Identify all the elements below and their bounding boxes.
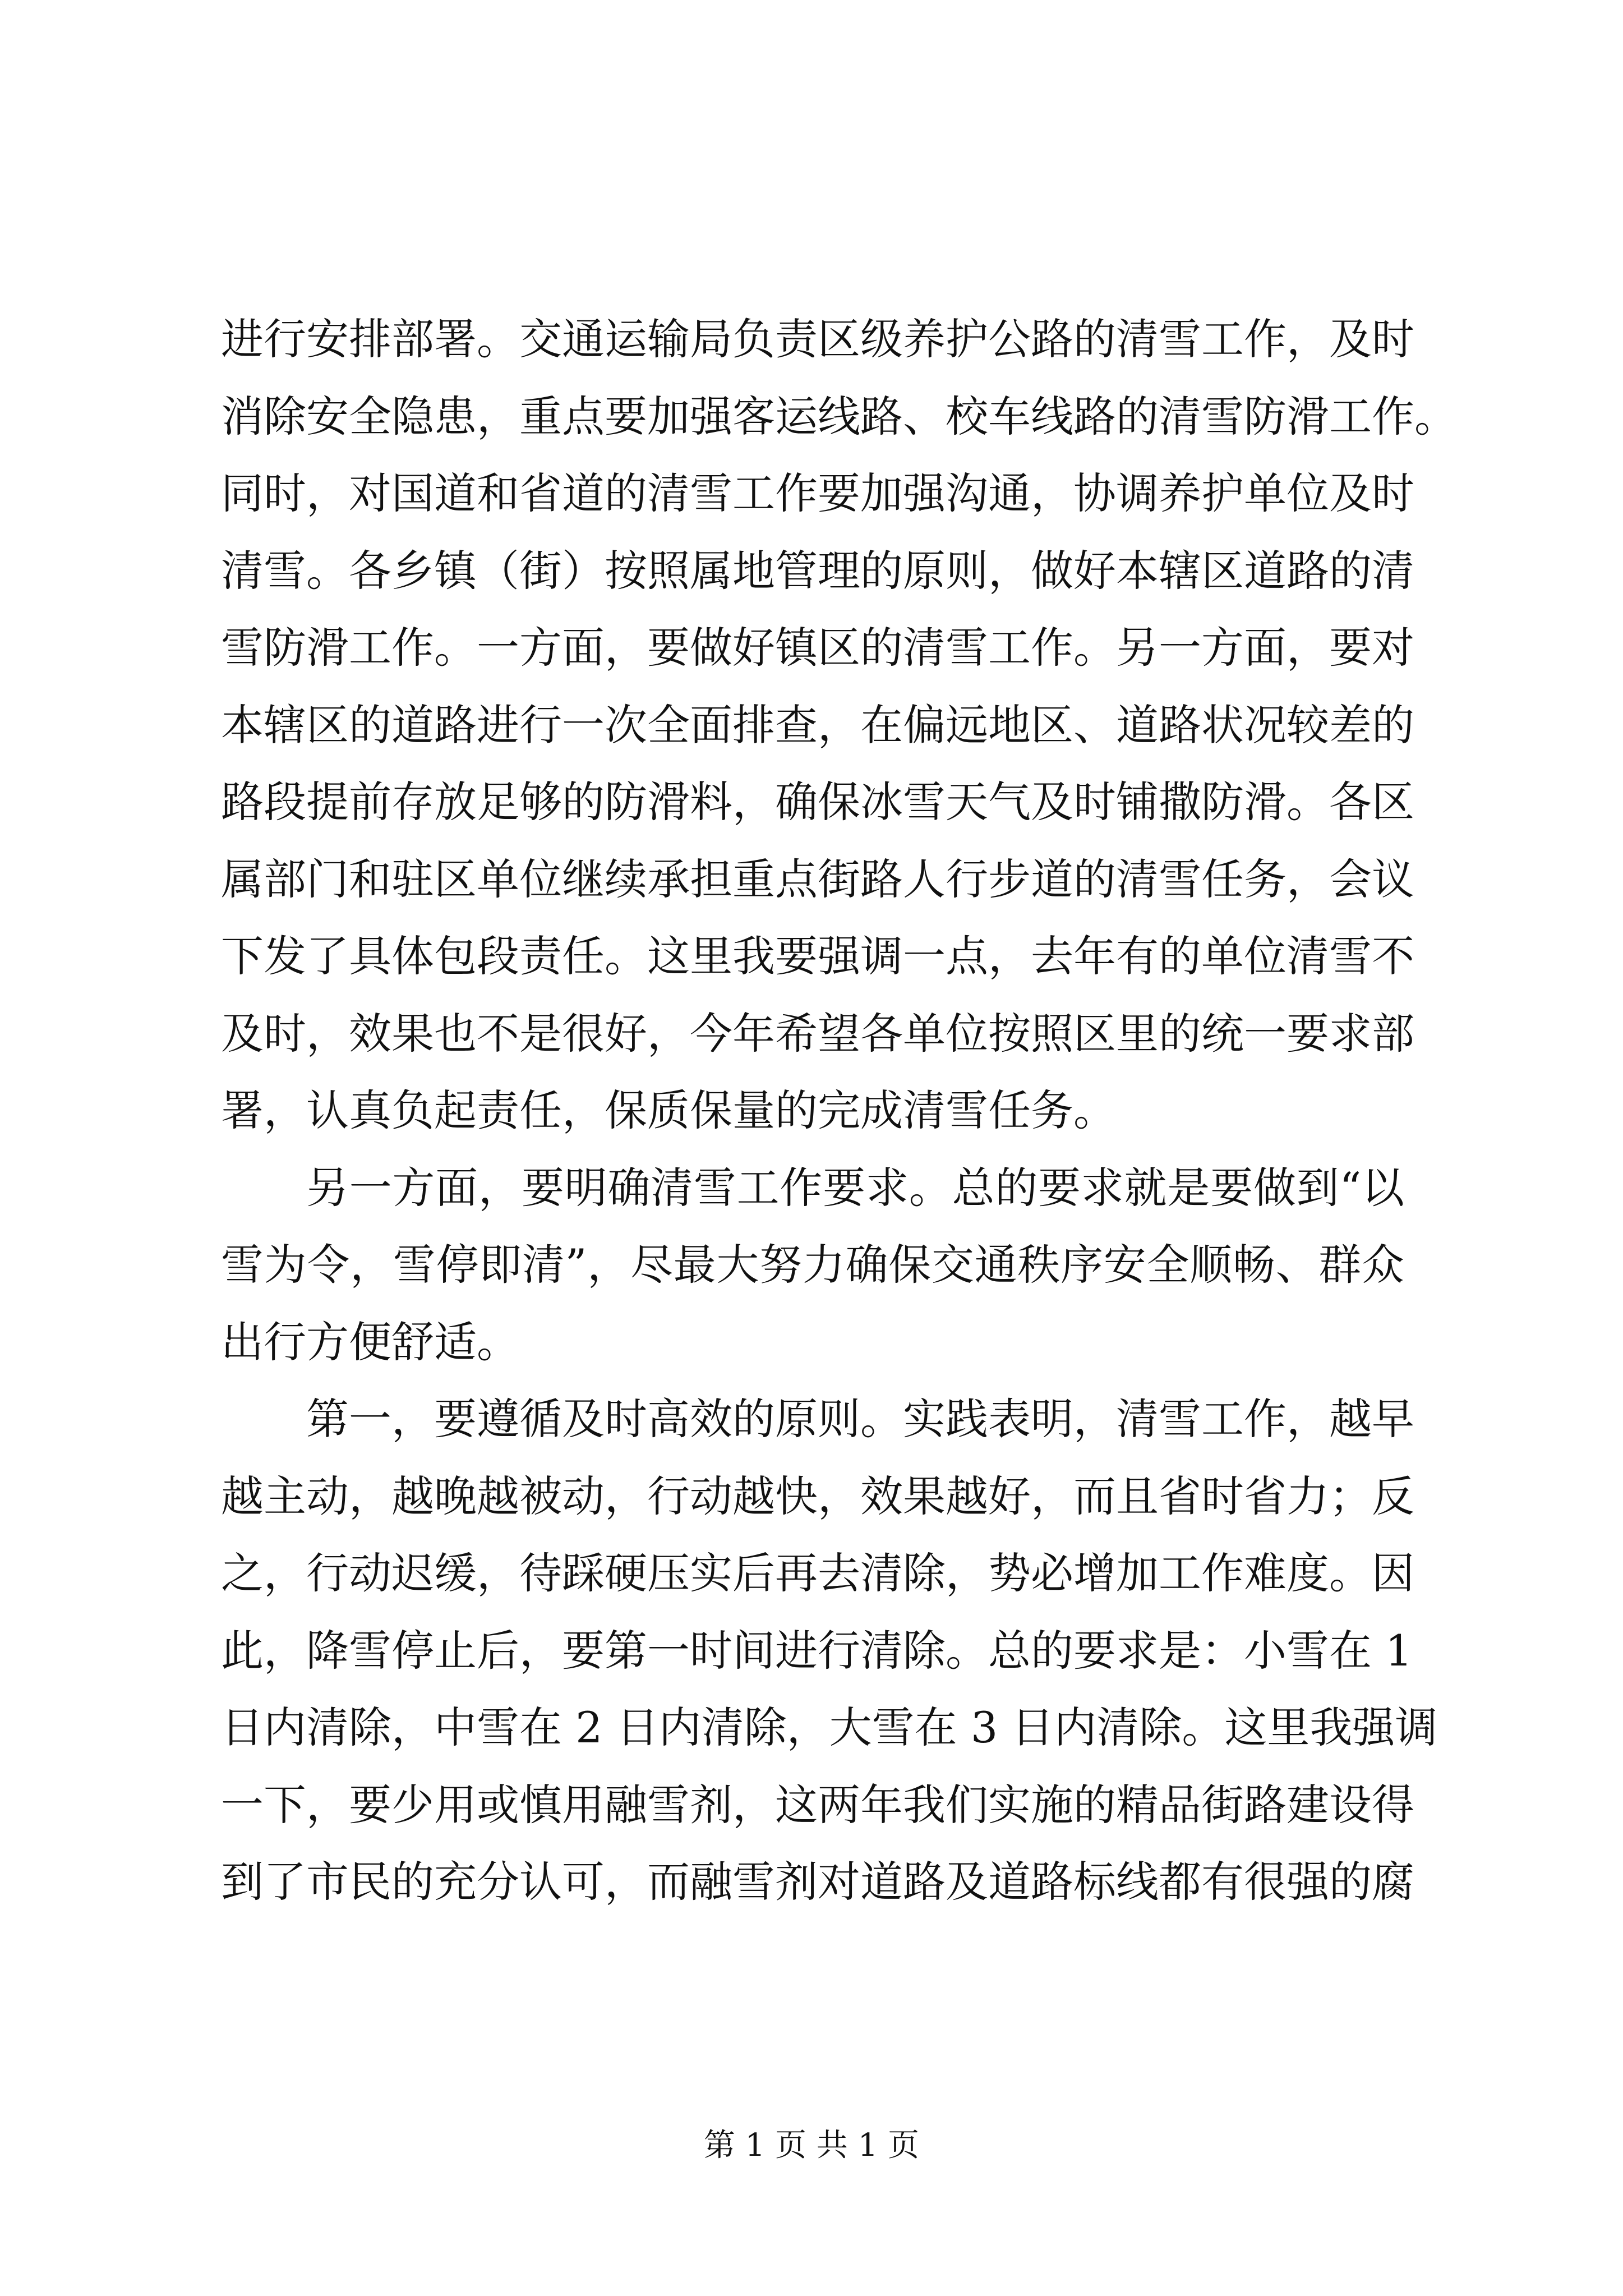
- text-line: 下发了具体包段责任。这里我要强调一点，去年有的单位清雪不: [221, 931, 1414, 981]
- text-line: 清雪。各乡镇（街）按照属地管理的原则，做好本辖区道路的清: [221, 545, 1414, 596]
- text-line: 属部门和驻区单位继续承担重点街路人行步道的清雪任务，会议: [221, 854, 1414, 904]
- text-line: 进行安排部署。交通运输局负责区级养护公路的清雪工作，及时: [221, 314, 1414, 364]
- text-line: 雪为令，雪停即清”，尽最大努力确保交通秩序安全顺畅、群众: [221, 1240, 1404, 1290]
- text-line: 雪防滑工作。一方面，要做好镇区的清雪工作。另一方面，要对: [221, 623, 1414, 673]
- text-line: 署，认真负起责任，保质保量的完成清雪任务。: [221, 1085, 1116, 1135]
- text-line: 本辖区的道路进行一次全面排查，在偏远地区、道路状况较差的: [221, 700, 1414, 750]
- text-line: 出行方便舒适。: [221, 1317, 519, 1367]
- text-line: 及时，效果也不是很好，今年希望各单位按照区里的统一要求部: [221, 1008, 1414, 1059]
- text-line: 一下，要少用或慎用融雪剂，这两年我们实施的精品街路建设得: [221, 1779, 1414, 1830]
- text-line: 越主动，越晚越被动，行动越快，效果越好，而且省时省力；反: [221, 1471, 1414, 1521]
- document-body: [221, 301, 1457, 1921]
- text-line: 日内清除，中雪在 2 日内清除，大雪在 3 日内清除。这里我强调: [221, 1703, 1438, 1752]
- text-line: 路段提前存放足够的防滑料，确保冰雪天气及时铺撒防滑。各区: [221, 777, 1414, 827]
- paragraph-first-line: 第一，要遵循及时高效的原则。实践表明，清雪工作，越早: [306, 1394, 1414, 1444]
- text-line: 此，降雪停止后，要第一时间进行清除。总的要求是：小雪在 1: [221, 1625, 1413, 1676]
- page-number-footer: 第 1 页 共 1 页: [703, 2127, 920, 2164]
- text-line: 到了市民的充分认可，而融雪剂对道路及道路标线都有很强的腐: [221, 1857, 1414, 1907]
- text-line: 同时，对国道和省道的清雪工作要加强沟通，协调养护单位及时: [221, 468, 1414, 518]
- paragraph-first-line: 另一方面，要明确清雪工作要求。总的要求就是要做到“以: [306, 1162, 1404, 1213]
- text-line: 之，行动迟缓，待踩硬压实后再去清除，势必增加工作难度。因: [221, 1548, 1414, 1598]
- text-line: 消除安全隐患，重点要加强客运线路、校车线路的清雪防滑工作。: [221, 391, 1457, 441]
